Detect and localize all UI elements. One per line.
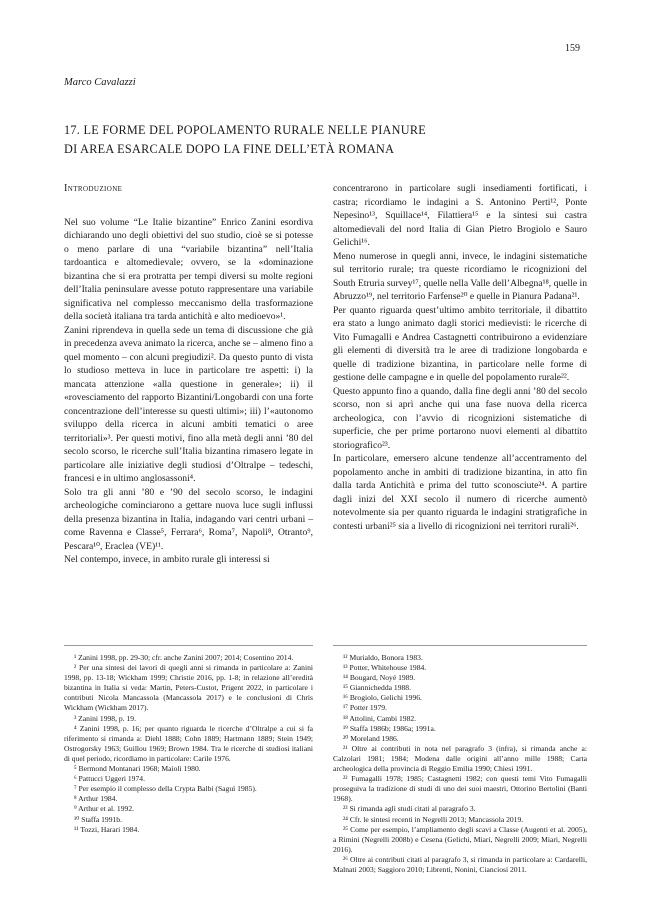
footnote: ¹² Murialdo, Bonora 1983. [343,653,423,662]
footnote: ⁵ Bermond Montanari 1968; Maioli 1980. [74,764,201,774]
footnote: ¹⁷ Potter 1979. [343,703,387,713]
footnote: ²³ Si rimanda agli studi citati al paragrafo 3. [343,804,476,814]
footnote: ⁷ Per esempio il complesso della Crypta Balbi (Saguì 1985). [74,784,257,794]
paragraph: In particolare, emersero alcune tendenze all’accentramento del popolamento anche in ambiti di tradizione bizantina, in atto fin dalla tarda Antichità e prima del tutto sconosciute²⁴. A partire dagli inizi del XXI secolo il numero di ricerche aumentò notevolmente sia per quanto riguarda le indagini stratigrafiche in contesti urbani²⁵ sia a livello di ricognizioni nei territori rurali²⁶. [333,453,587,532]
footnote: ¹⁹ Staffa 1986b; 1986a; 1991a. [343,723,436,733]
footnote: ¹¹ Tozzi, Harari 1984. [74,824,140,834]
paragraph: Nel contempo, invece, in ambito rurale gli interessi si [64,554,270,565]
footnote: ¹⁸ Attolini, Cambi 1982. [343,713,417,723]
paragraph: Questo appunto fino a quando, dalla fine degli anni ’80 del secolo scorso, non si aprì anche qui una fase nuova della ricerca archeologica, con l’avvio di ricognizioni sistematiche di superficie, che per prime portarono nuovi elementi al dibattito storiografico²³. [333,385,587,451]
footnote: ⁸ Arthur 1984. [74,794,118,804]
chapter-title-line-2: DI AREA ESARCALE DOPO LA FINE DELL’ETÀ ROMANA [64,142,395,156]
paragraph: Solo tra gli anni ’80 e ’90 del secolo scorso, le indagini archeologiche cominciarono a gettare nuova luce sugli influssi della presenza bizantina in Italia, indagando vari centri urbani – come Ravenna e Classe⁵, Ferrara⁶, Roma⁷, Napoli⁸, Otranto⁹, Pescara¹⁰, Eraclea (VE)¹¹. [64,486,313,552]
footnote: ³ Zanini 1998, p. 19. [74,713,136,723]
footnote-divider [333,645,587,646]
footnote: ²¹ Oltre ai contributi in nota nel paragrafo 3 (infra), si rimanda anche a: Calzolari 1981; 1984; Modena dalle origini all’anno mille 1988; Carta archeologica della provincia di Reggio Emilia 1990; Chiesi 1991. [333,743,587,774]
left-text-column [64,182,313,567]
footnote: ² Per una sintesi dei lavori di quegli anni si rimanda in particolare a: Zanini 1998, pp. 13-18; Wickham 1999; Christie 2016, pp. 1-8; in relazione all’eredità bizantina in Italia si veda: Martin, Peters-Custot, Prigent 2022, in particolare i contributi Nicola Mancassola (Mancassola 2017) e le conclusioni di Chris Wickham (Wickham 2017). [64,663,313,713]
footnote: ¹³ Potter, Whitehouse 1984. [343,663,427,673]
section-heading: Introduzione [64,183,123,194]
chapter-title-line-1: 17. LE FORME DEL POPOLAMENTO RURALE NELLE PIANURE [64,123,427,137]
footnote: ²⁴ Cfr. le sintesi recenti in Negrelli 2013; Mancassola 2019. [343,814,524,824]
paragraph: Nel suo volume “Le Italie bizantine” Enrico Zanini esordiva dichiarando uno degli obiettivi del suo studio, cioè se si potesse o meno parlare di una “variabile bizantina” nell’Italia tardoantica e altomedievale; ovvero, se la «dominazione bizantina che si era protratta per tempi diversi su molte regioni dell’Italia peninsulare avesse potuto rappresentare una variabile significativa nel complesso meccanismo della trasformazione della società italiana tra tarda antichità e alto medioevo»¹. [64,216,313,322]
footnote: ⁶ Pattucci Uggeri 1974. [74,774,145,784]
footnotes-left [64,653,313,835]
footnotes-right [333,653,587,875]
footnote: ¹⁵ Giannichedda 1988. [343,683,411,693]
footnote: ¹ Zanini 1998, pp. 29-30; cfr. anche Zanini 2007; 2014; Cosentino 2014. [74,653,294,662]
footnote: ²⁵ Come per esempio, l’ampliamento degli scavi a Classe (Augenti et al. 2005), a Rimini (Negrelli 2008b) e Cesena (Gelichi, Miari, Negrelli 2009; Miari, Negrelli 2016). [333,824,587,854]
footnote: ²⁰ Moreland 1986. [343,733,399,743]
footnote: ⁴ Zanini 1998, p. 16; per quanto riguarda le ricerche d’Oltralpe a cui si fa riferimento si rimanda a: Diehl 1888; Cohn 1889; Hartmann 1889; Stein 1949; Ostrogorsky 1963; Guillou 1969; Brown 1984. Tra le ricerche di studiosi italiani di quel periodo, ricordiamo in particolare: Carile 1976. [64,723,313,763]
footnote: ²⁶ Oltre ai contributi citati al paragrafo 3, si rimanda in particolare a: Cardarelli, Malnati 2003; Saggioro 2010; Librenti, Nonini, Cianciosi 2011. [333,854,587,874]
footnote: ²² Fumagalli 1978; 1985; Castagnetti 1982; con questi temi Vito Fumagalli proseguiva la tradizione di studi di uno dei suoi maestri, Ottorino Bertolini (Banti 1968). [333,774,587,804]
paragraph: Zanini riprendeva in quella sede un tema di discussione che già in precedenza aveva animato la ricerca, anche se – almeno fino a quel momento – con alcuni pregiudizi². Da questo punto di vista lo studioso metteva in luce in particolare tre aspetti: i) la mancata attenzione «alla questione in generale»; ii) il «rovesciamento del rapporto Bizantini/Longobardi con una forte concentrazione dell’interesse su questi ultimi»; iii) l’«autonomo sviluppo della ricerca in alcuni ambiti tematici o aree territoriali»³. Per questi motivi, fino alla metà degli anni ’80 del secolo scorso, le ricerche sull’Italia bizantina rimasero legate in particolare alle iniziative degli studiosi d’Oltralpe – tedeschi, francesi e in ultimo anglosassoni⁴. [64,324,313,484]
footnote-divider [64,645,313,646]
running-header-author: Marco Cavalazzi [64,77,136,88]
footnote: ¹⁰ Staffa 1991b. [74,814,122,824]
paragraph: Meno numerose in quegli anni, invece, le indagini sistematiche sul territorio rurale; tra queste ricordiamo le ricognizioni del South Etruria survey¹⁷, quelle nella Valle dell’Albegna¹⁸, quelle in Abruzzo¹⁹, nel territorio Farfense²⁰ e quelle in Pianura Padana²¹. [333,250,587,302]
chapter-title [64,121,584,159]
footnote: ¹⁶ Brogiolo, Gelichi 1996. [343,693,422,703]
footnote: ¹⁴ Bougard, Noyé 1989. [343,673,416,683]
footnote: ⁹ Arthur et al. 1992. [74,804,135,814]
paragraph: Per quanto riguarda quest’ultimo ambito territoriale, il dibattito era stato a lungo animato dagli storici medievisti: le ricerche di Vito Fumagalli e Andrea Castagnetti contribuirono a evidenziare gli elementi di diversità tra le aree di tradizione longobarda e quelle di tradizione bizantina, in particolare nelle forme di gestione delle campagne e in quelle del popolamento rurale²². [333,304,587,383]
page-number: 159 [565,43,580,54]
right-text-column [333,182,587,533]
paragraph: concentrarono in particolare sugli insediamenti fortificati, i castra; ricordiamo le indagini a S. Antonino Perti¹², Ponte Nepesino¹³, Squillace¹⁴, Filattiera¹⁵ e la sintesi sui castra altomedievali del nord Italia di Gian Pietro Brogiolo e Sauro Gelichi¹⁶. [333,183,587,248]
